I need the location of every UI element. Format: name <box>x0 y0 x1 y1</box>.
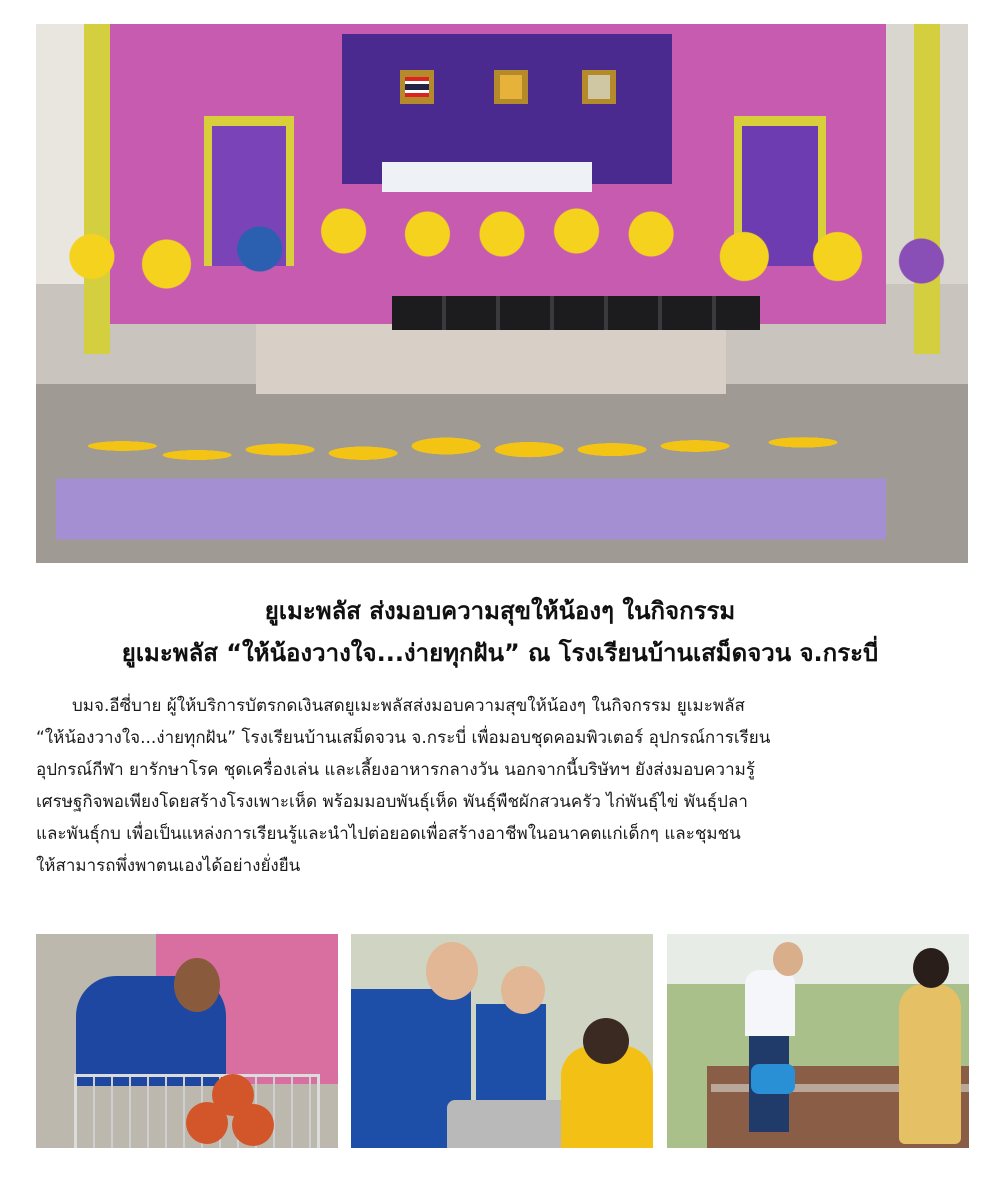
staff-head <box>174 958 220 1012</box>
staff-head <box>773 942 803 976</box>
body-paragraph <box>36 690 968 882</box>
computer-monitors <box>392 296 760 330</box>
portrait-frame <box>582 70 616 104</box>
student-head <box>583 1018 629 1064</box>
main-group-photo <box>36 24 968 563</box>
body-line: ให้สามารถพึ่งพาตนเองได้อย่างยั่งยืน <box>36 856 301 876</box>
teacher-head <box>913 948 949 988</box>
food-pot <box>447 1100 567 1148</box>
students-front-rows <box>56 374 886 554</box>
photo-sports-equipment <box>36 934 338 1148</box>
thai-flag-frame <box>400 70 434 104</box>
headline-line-2: ยูเมะพลัส “ให้น้องวางใจ...ง่ายทุกฝัน” ณ โรงเรียนบ้านเสม็ดจวน จ.กระบี่ <box>121 639 879 667</box>
body-line: บมจ.อีซี่บาย ผู้ให้บริการบัตรกดเงินสดยูเมะพลัสส่งมอบความสุขให้น้องๆ ในกิจกรรม ยูเมะพลัส <box>72 696 745 716</box>
staff-head <box>426 942 478 1000</box>
photo-watering-garden <box>667 934 969 1148</box>
teacher <box>899 984 961 1144</box>
headline-line-1: ยูเมะพลัส ส่งมอบความสุขให้น้องๆ ในกิจกรรม <box>264 597 736 625</box>
body-line: อุปกรณ์กีฬา ยารักษาโรค ชุดเครื่องเล่น และเลี้ยงอาหารกลางวัน นอกจากนี้บริษัทฯ ยังส่งมอบความรู้ <box>36 760 755 780</box>
body-line: และพันธุ์กบ เพื่อเป็นแหล่งการเรียนรู้และนำไปต่อยอดเพื่อสร้างอาชีพในอนาคตแก่เด็กๆ และชุมชน <box>36 824 741 844</box>
basketball <box>212 1074 254 1116</box>
body-line: “ให้น้องวางใจ...ง่ายทุกฝัน” โรงเรียนบ้านเสม็ดจวน จ.กระบี่ เพื่อมอบชุดคอมพิวเตอร์ อุปกรณ์การเรียน <box>36 728 771 748</box>
staff-head <box>501 966 545 1014</box>
staff-member <box>745 970 795 1036</box>
body-line: เศรษฐกิจพอเพียงโดยสร้างโรงเพาะเห็ด พร้อมมอบพันธุ์เห็ด พันธุ์พืชผักสวนครัว ไก่พันธุ์ไข่ พันธุ์ปลา <box>36 792 748 812</box>
watering-can <box>751 1064 795 1094</box>
headline <box>0 590 1000 674</box>
photo-serving-lunch <box>351 934 653 1148</box>
buddha-image-frame <box>494 70 528 104</box>
